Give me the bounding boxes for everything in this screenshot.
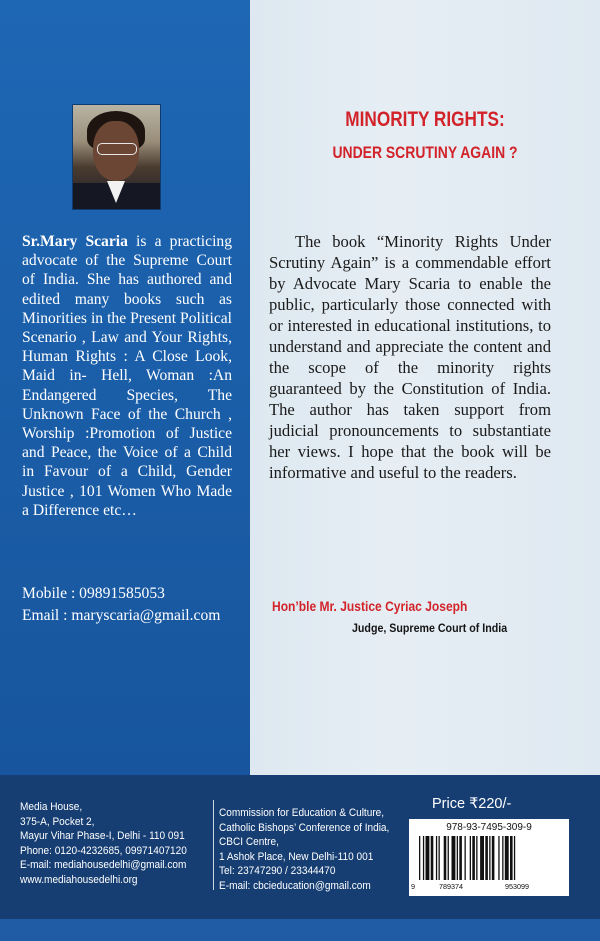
- author-name: Sr.Mary Scaria: [22, 233, 128, 250]
- footer-divider: [213, 800, 214, 890]
- author-bio-text: is a practicing advocate of the Supreme Court of India. She has authored and edited many books such as Minorities in the Present Political Scenario , Law and Your Rights, Human Rights : A Close Look, Maid in- Hell, Woman :An Endangered Species, The Unknown Face of the Church , Worship :Promotion of Justice and Peace, the Voice of a Child in Favour of a Child, Gender Justice , 101 Women Who Made a Difference etc…: [22, 233, 232, 519]
- publisher-line: Media House,: [20, 801, 83, 813]
- barcode-digits-right: 953099: [505, 882, 529, 891]
- publisher-line: Mayur Vihar Phase-I, Delhi - 110 091: [20, 830, 185, 843]
- isbn-number: 978-93-7495-309-9: [446, 822, 532, 833]
- barcode-digit-first: 9: [411, 882, 415, 891]
- publisher-address: [20, 800, 187, 888]
- isbn-barcode: [409, 819, 569, 896]
- co-publisher-line: Commission for Education & Culture,: [219, 807, 385, 819]
- foreword-text: [269, 231, 551, 483]
- author-photo: [72, 104, 161, 210]
- co-publisher-address: [219, 806, 389, 894]
- signatory-name: Hon’ble Mr. Justice Cyriac Joseph: [272, 598, 468, 614]
- price-label: Price ₹220/-: [432, 796, 512, 812]
- signatory-role: Judge, Supreme Court of India: [352, 621, 508, 635]
- author-email: Email : maryscaria@gmail.com: [22, 607, 221, 624]
- publisher-line: www.mediahousedelhi.org: [20, 873, 138, 886]
- author-mobile: Mobile : 09891585053: [22, 585, 165, 602]
- publisher-line: Phone: 0120-4232685, 09971407120: [20, 844, 187, 857]
- publisher-line: E-mail: mediahousedelhi@gmail.com: [20, 859, 187, 872]
- book-subtitle: UNDER SCRUTINY AGAIN ?: [332, 143, 518, 162]
- foreword-body: The book “Minority Rights Under Scrutiny Again” is a commendable effort by Advocate Mary Scaria to enable the public, particularly those connected with or interested in educational institutions, to understand and appreciate the content and the scope of the minority rights guaranteed by the Constitution of India. The author has taken support from judicial pronouncements to substantiate her views. I hope that the book will be informative and useful to the readers.: [269, 232, 551, 482]
- co-publisher-line: Tel: 23747290 / 23344470: [219, 865, 336, 878]
- author-bio: [22, 232, 232, 520]
- co-publisher-line: CBCI Centre,: [219, 836, 279, 849]
- book-title: MINORITY RIGHTS:: [345, 108, 505, 131]
- co-publisher-line: Catholic Bishops’ Conference of India,: [219, 821, 390, 834]
- co-publisher-line: E-mail: cbcieducation@gmail.com: [219, 879, 371, 892]
- barcode-bars: [417, 836, 561, 880]
- barcode-digits-left: 789374: [439, 882, 463, 891]
- author-contact: [22, 583, 220, 627]
- publisher-line: 375-A, Pocket 2,: [20, 815, 95, 828]
- co-publisher-line: 1 Ashok Place, New Delhi-110 001: [219, 850, 374, 863]
